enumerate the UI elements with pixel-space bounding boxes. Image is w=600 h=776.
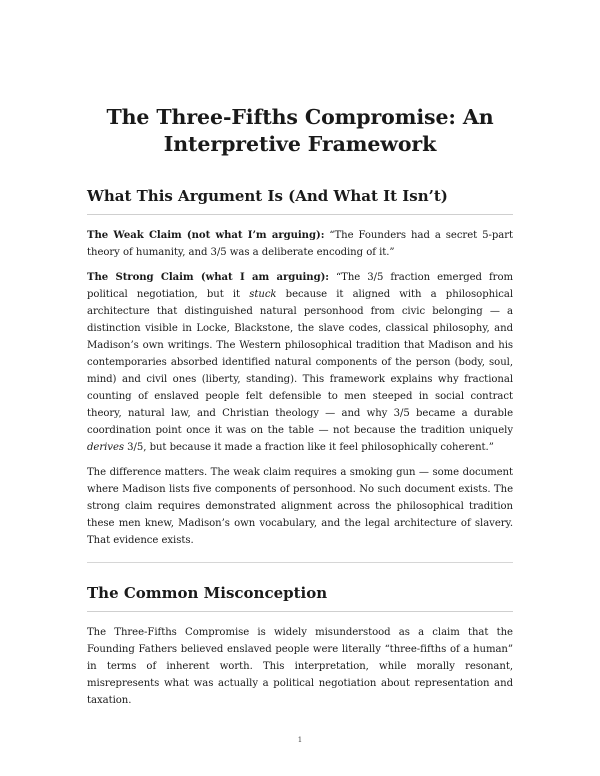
- weak-claim-text: “The Founders had a secret 5-part theory of humanity, and 3/5 was a deliberate encoding of it.”: [87, 230, 513, 258]
- section-heading-misconception: The Common Misconception: [87, 584, 328, 602]
- section-heading-argument: What This Argument Is (And What It Isn’t): [87, 187, 448, 205]
- difference-paragraph: The difference matters. The weak claim requires a smoking gun — some document where Madison lists five components of personhood. No such document exists. The strong claim requires demonstrated alignment across the philosophical tradition these men knew, Madison’s own vocabulary, and the legal architecture of slavery. That evidence exists.: [87, 467, 513, 546]
- misconception-paragraph: The Three-Fifths Compromise is widely misunderstood as a claim that the Founding Fathers believed enslaved people were literally “three-fifths of a human” in terms of inherent worth. This interpretation, while morally resonant, misrepresents what was actually a political negotiation about representation and taxation.: [87, 627, 513, 706]
- strong-claim-lead: The Strong Claim (what I am arguing):: [87, 272, 329, 283]
- strong-claim-paragraph: [87, 269, 513, 456]
- heading-underline: [87, 611, 513, 612]
- strong-claim-emphasis-stuck: stuck: [249, 289, 277, 300]
- page-number: 1: [297, 736, 303, 744]
- strong-claim-text-2: because it aligned with a philosophical architecture that distinguished natural personhood from civic belonging — a distinction visible in Locke, Blackstone, the slave codes, classical philosophy, and Madison’s own writings. The Western philosophical tradition that Madison and his contemporaries absorbed identified natural components of the person (body, soul, mind) and civil ones (liberty, standing). This framework explains why fractional counting of enslaved people felt defensible to men steeped in social contract theory, natural law, and Christian theology — and why 3/5 became a durable coordination point once it was on the table — not because the tradition uniquely: [87, 289, 513, 436]
- document-title: The Three-Fifths Compromise: An Interpretive Framework: [106, 105, 494, 156]
- heading-underline: [87, 214, 513, 215]
- section-divider: [87, 562, 513, 563]
- weak-claim-paragraph: [87, 227, 513, 261]
- strong-claim-text-3: 3/5, but because it made a fraction like it feel philosophically coherent.”: [124, 442, 494, 453]
- strong-claim-text-1: “The 3/5 fraction emerged from political negotiation, but it: [87, 272, 514, 300]
- page-content: [87, 104, 513, 717]
- strong-claim-emphasis-derives: derives: [87, 442, 124, 453]
- weak-claim-lead: The Weak Claim (not what I’m arguing):: [87, 230, 325, 241]
